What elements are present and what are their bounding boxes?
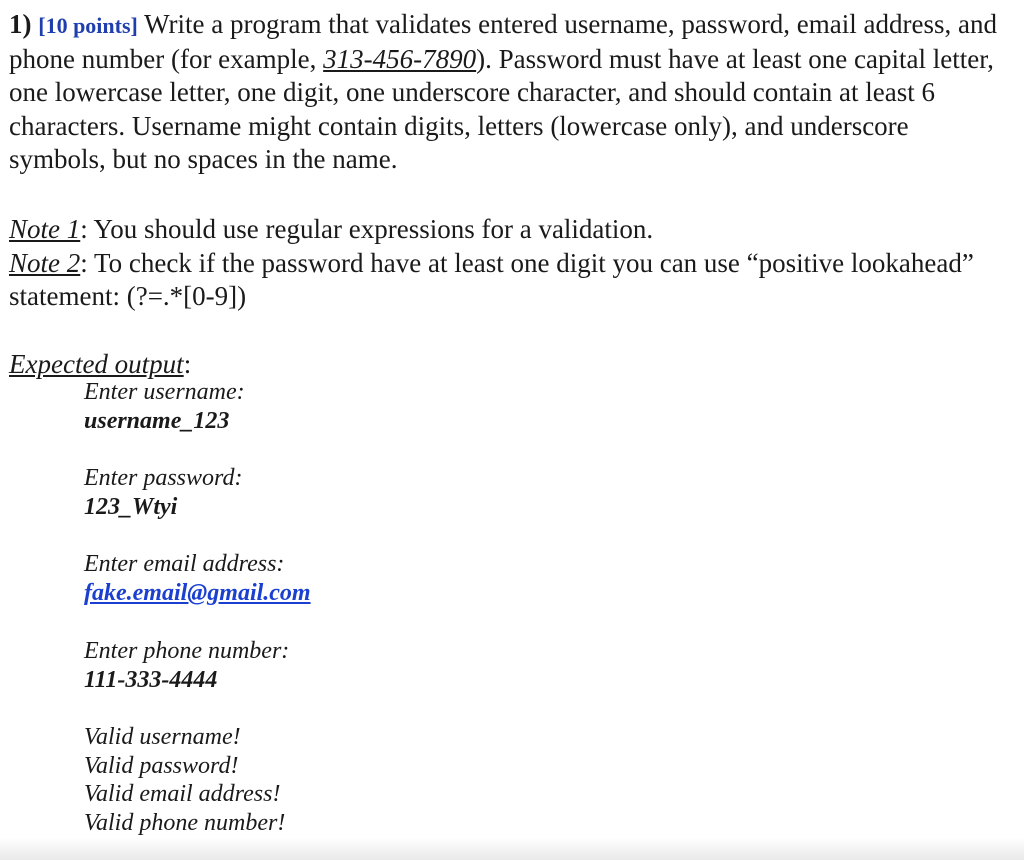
expected-output-heading	[9, 348, 191, 382]
email-io	[84, 550, 311, 608]
password-io	[84, 464, 242, 522]
phone-prompt: Enter phone number:	[84, 638, 290, 664]
expected-output-label: Expected output	[9, 349, 184, 379]
username-answer: username_123	[84, 408, 230, 434]
bottom-shadow	[0, 838, 1024, 860]
password-prompt: Enter password:	[84, 465, 243, 491]
email-prompt: Enter email address:	[84, 551, 285, 577]
result-phone: Valid phone number!	[84, 809, 286, 836]
email-answer-link[interactable]: fake.email@gmail.com	[84, 580, 311, 606]
password-answer: 123_Wtyi	[84, 494, 178, 520]
result-password: Valid password!	[84, 752, 239, 779]
note-1	[9, 213, 1009, 247]
note-1-label: Note 1	[9, 214, 81, 244]
note-2	[9, 247, 1009, 314]
result-email: Valid email address!	[84, 781, 281, 807]
phone-answer: 111-333-4444	[84, 667, 218, 693]
document-page	[9, 8, 1009, 836]
notes-section	[9, 213, 1009, 314]
username-io	[84, 378, 245, 436]
question-points: [10 points]	[38, 13, 138, 38]
note-2-text: : To check if the password have at least one digit you can use “positive lookahead” statement: (?=.*[0-9])	[9, 247, 974, 311]
phone-io	[84, 637, 289, 695]
note-1-text: : You should use regular expressions for a validation.	[80, 214, 654, 244]
question-text-part2: ). Password must have at least one capital letter, one lowercase letter, one digit, one underscore character, and should contain at least 6 characters. Username might contain digits, letters (lowercase only), and underscore symbols, but no spaces in the name.	[9, 43, 994, 174]
username-prompt: Enter username:	[84, 379, 245, 405]
expected-output-colon: :	[183, 349, 192, 379]
note-2-label: Note 2	[9, 247, 81, 278]
question-paragraph	[9, 8, 1009, 177]
example-phone: 313-456-7890	[323, 43, 477, 74]
question-text-part1: Write a program that validates entered username, password, email address, and phone number (for example,	[9, 9, 997, 74]
question-number: 1)	[9, 9, 32, 39]
validation-results	[84, 723, 285, 837]
result-username: Valid username!	[84, 724, 241, 750]
